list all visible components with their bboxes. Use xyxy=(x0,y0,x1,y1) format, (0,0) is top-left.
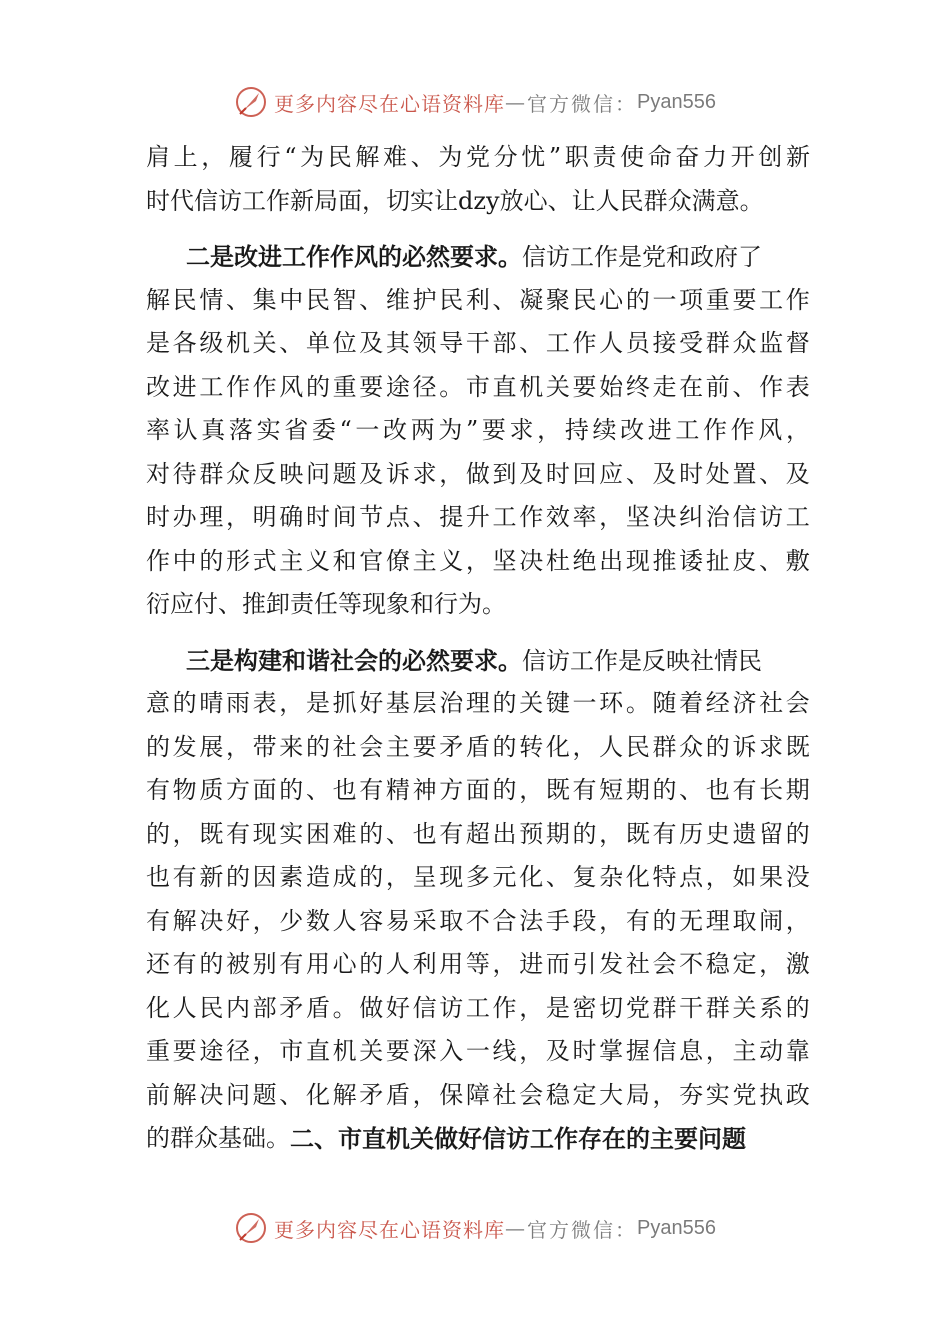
text-line: 的 发 展 ， 带 来 的 社 会 主 要 矛 盾 的 转 化 ， 人 民 群 众 的 诉 求 既 xyxy=(146,732,810,761)
footer-watermark-banner xyxy=(0,1208,950,1248)
banner-wechat-id: Pyan556 xyxy=(637,90,716,113)
text-line: 肩 上 ， 履 行 “ 为 民 解 难 、 为 党 分 忧 ” 职 责 使 命 奋 力 开 创 新 xyxy=(146,143,810,171)
quill-pen-icon xyxy=(234,85,268,119)
text-line: 二是改进工作作风的必然要求。信访工作是党和政府了 xyxy=(186,242,762,271)
text-line: 作 中 的 形 式 主 义 和 官 僚 主 义 ， 坚 决 杜 绝 出 现 推 诿 扯 皮 、 敷 xyxy=(146,546,810,575)
banner-site-text: 更多内容尽在心语资料库 xyxy=(274,91,506,116)
text-line: 有 物 质 方 面 的 、 也 有 精 神 方 面 的 ， 既 有 短 期 的 、 也 有 长 期 xyxy=(146,776,810,804)
text-line: 有 解 决 好 ， 少 数 人 容 易 采 取 不 合 法 手 段 ， 有 的 无 理 取 闹 ， xyxy=(146,906,810,935)
text-line: 衍应付、推卸责任等现象和行为。 xyxy=(146,590,506,618)
text-line: 还 有 的 被 别 有 用 心 的 人 利 用 等 ， 进 而 引 发 社 会 不 稳 定 ， 激 xyxy=(146,950,810,978)
text-line: 率 认 真 落 实 省 委 “ 一 改 两 为 ” 要 求 ， 持 续 改 进 工 作 作 风 ， xyxy=(146,416,810,444)
section-heading: 二、市直机关做好信访工作存在的主要问题 xyxy=(290,1124,746,1153)
text-line: 是 各 级 机 关 、 单 位 及 其 领 导 干 部 、 工 作 人 员 接 受 群 众 监 督 xyxy=(146,329,810,357)
banner-wechat-id: Pyan556 xyxy=(637,1216,716,1239)
quill-pen-icon xyxy=(234,1211,268,1245)
text-line: 三是构建和谐社会的必然要求。信访工作是反映社情民 xyxy=(186,645,762,675)
document-body xyxy=(146,136,810,1161)
banner-site-text: 更多内容尽在心语资料库 xyxy=(274,1217,506,1242)
banner-dash: — xyxy=(505,1216,528,1240)
text-line: 解 民 情 、 集 中 民 智 、 维 护 民 利 、 凝 聚 民 心 的 一 项 重 要 工 作 xyxy=(146,285,810,314)
header-watermark-banner xyxy=(0,82,950,122)
text-line: 的群众基础。 二、市直机关做好信访工作存在的主要问题 xyxy=(146,1117,810,1161)
banner-wechat-label: 官方微信： xyxy=(527,1217,638,1242)
text-line: 时代信访工作新局面，切实让dzy放心、让人民群众满意。 xyxy=(146,186,764,215)
paragraph-heading: 三是构建和谐社会的必然要求。 xyxy=(186,645,522,675)
banner-dash: — xyxy=(505,90,528,114)
text-line: 改 进 工 作 作 风 的 重 要 途 径 。 市 直 机 关 要 始 终 走 在 前 、 作 表 xyxy=(146,372,810,401)
text-line: 前 解 决 问 题 、 化 解 矛 盾 ， 保 障 社 会 稳 定 大 局 ， 夯 实 党 执 政 xyxy=(146,1080,810,1109)
text-line: 对 待 群 众 反 映 问 题 及 诉 求 ， 做 到 及 时 回 应 、 及 时 处 置 、 及 xyxy=(146,459,810,488)
banner-wechat-label: 官方微信： xyxy=(527,91,638,116)
text-line: 的 ， 既 有 现 实 困 难 的 、 也 有 超 出 预 期 的 ， 既 有 历 史 遗 留 的 xyxy=(146,819,810,848)
text-line: 也 有 新 的 因 素 造 成 的 ， 呈 现 多 元 化 、 复 杂 化 特 点 ， 如 果 没 xyxy=(146,863,810,891)
paragraph-heading: 二是改进工作作风的必然要求。 xyxy=(186,242,522,271)
text-line: 意 的 晴 雨 表 ， 是 抓 好 基 层 治 理 的 关 键 一 环 。 随 着 经 济 社 会 xyxy=(146,689,810,717)
text-line: 化 人 民 内 部 矛 盾 。 做 好 信 访 工 作 ， 是 密 切 党 群 干 群 关 系 的 xyxy=(146,993,810,1022)
text-line: 重 要 途 径 ， 市 直 机 关 要 深 入 一 线 ， 及 时 掌 握 信 息 ， 主 动 靠 xyxy=(146,1037,810,1065)
text-line: 时 办 理 ， 明 确 时 间 节 点 、 提 升 工 作 效 率 ， 坚 决 纠 治 信 访 工 xyxy=(146,503,810,531)
